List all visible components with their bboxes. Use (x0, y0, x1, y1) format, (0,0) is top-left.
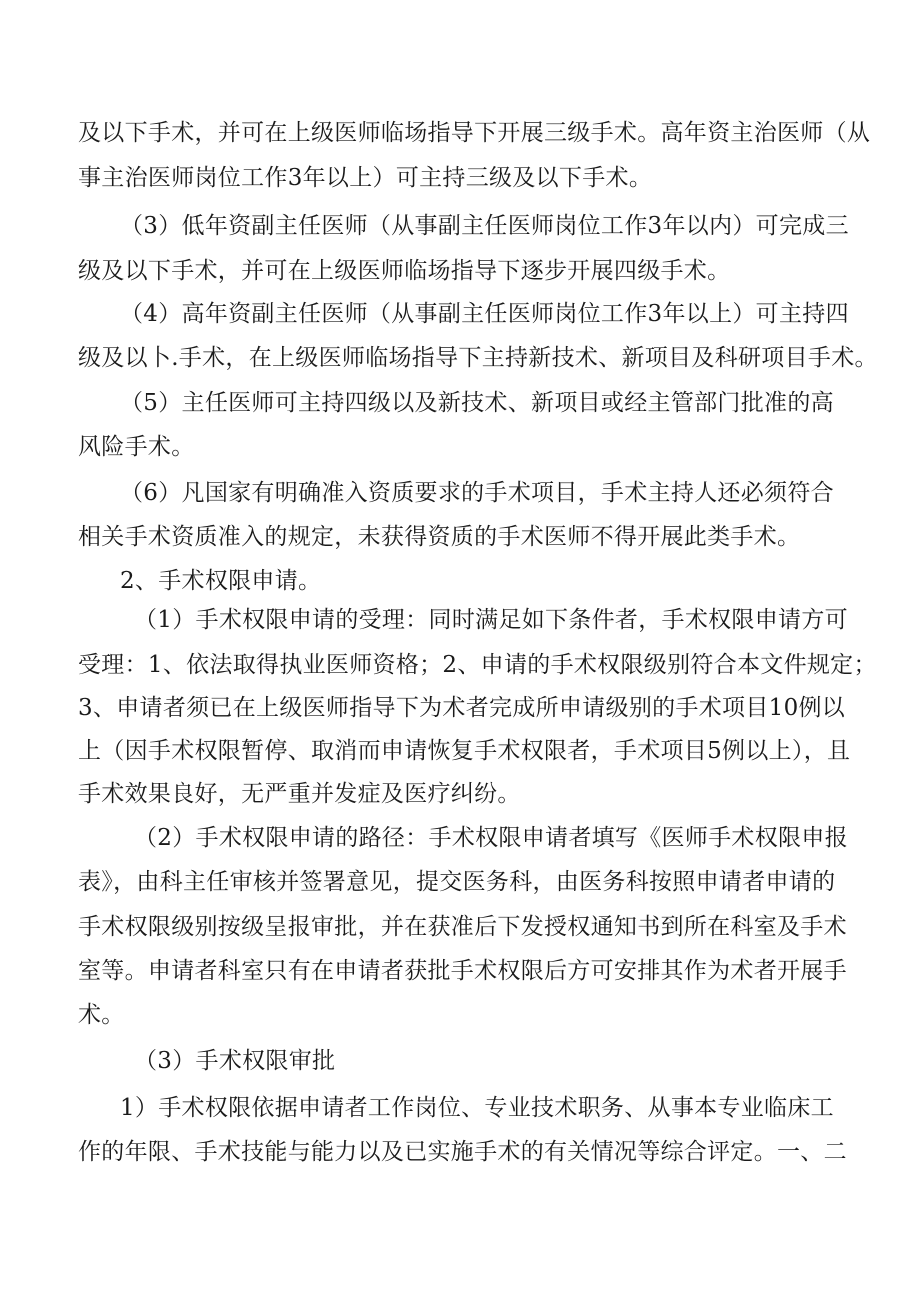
text-line: 室等。申请者科室只有在申请者获批手术权限后方可安排其作为术者开展手 (78, 958, 847, 984)
paragraph-application-1: （1）手术权限申请的受理：同时满足如下条件者，手术权限申请方可 (134, 607, 848, 633)
text-line: 事主治医师岗位工作3年以上）可主持三级及以下手术。 (78, 165, 653, 191)
text-line: 手术效果良好，无严重并发症及医疗纠纷。 (78, 781, 521, 807)
text-line: 风险手术。 (78, 434, 195, 460)
section-heading-2: 2、手术权限申请。 (120, 568, 322, 594)
text-line: 手术权限级别按级呈报审批，并在获准后下发授权通知书到所在科室及手术 (78, 914, 847, 940)
paragraph-application-2: （2）手术权限申请的路径：手术权限申请者填写《医师手术权限申报 (134, 825, 848, 851)
text-line: 上（因手术权限暂停、取消而申请恢复手术权限者，手术项目5例以上），且 (78, 738, 851, 764)
text-line: 表》，由科主任审核并签署意见，提交医务科，由医务科按照申请者申请的 (78, 869, 836, 895)
subsection-heading-3: （3）手术权限审批 (134, 1048, 336, 1074)
paragraph-4: （4）高年资副主任医师（从事副主任医师岗位工作3年以上）可主持四 (120, 301, 849, 327)
text-line: 级及以下手术，并可在上级医师临场指导下逐步开展四级手术。 (78, 258, 731, 284)
text-line: 受理：1、依法取得执业医师资格；2、申请的手术权限级别符合本文件规定； (78, 652, 877, 678)
text-line: 级及以卜.手术，在上级医师临场指导下主持新技术、新项目及科研项目手术。 (78, 345, 878, 371)
text-line: 术。 (78, 1002, 125, 1028)
paragraph-6: （6）凡国家有明确准入资质要求的手术项目，手术主持人还必须符合 (120, 480, 834, 506)
text-line: 作的年限、手术技能与能力以及已实施手术的有关情况等综合评定。一、二 (78, 1139, 847, 1165)
paragraph-5: （5）主任医师可主持四级以及新技术、新项目或经主管部门批准的高 (120, 390, 834, 416)
paragraph-approval-1: 1）手术权限依据申请者工作岗位、专业技术职务、从事本专业临床工 (120, 1095, 834, 1121)
paragraph-3: （3）低年资副主任医师（从事副主任医师岗位工作3年以内）可完成三 (120, 213, 849, 239)
text-line: 及以下手术，并可在上级医师临场指导下开展三级手术。高年资主治医师（从 (78, 120, 871, 146)
text-line: 相关手术资质准入的规定，未获得资质的手术医师不得开展此类手术。 (78, 524, 801, 550)
text-line: 3、申请者须已在上级医师指导下为术者完成所申请级别的手术项目10例以 (78, 695, 846, 721)
